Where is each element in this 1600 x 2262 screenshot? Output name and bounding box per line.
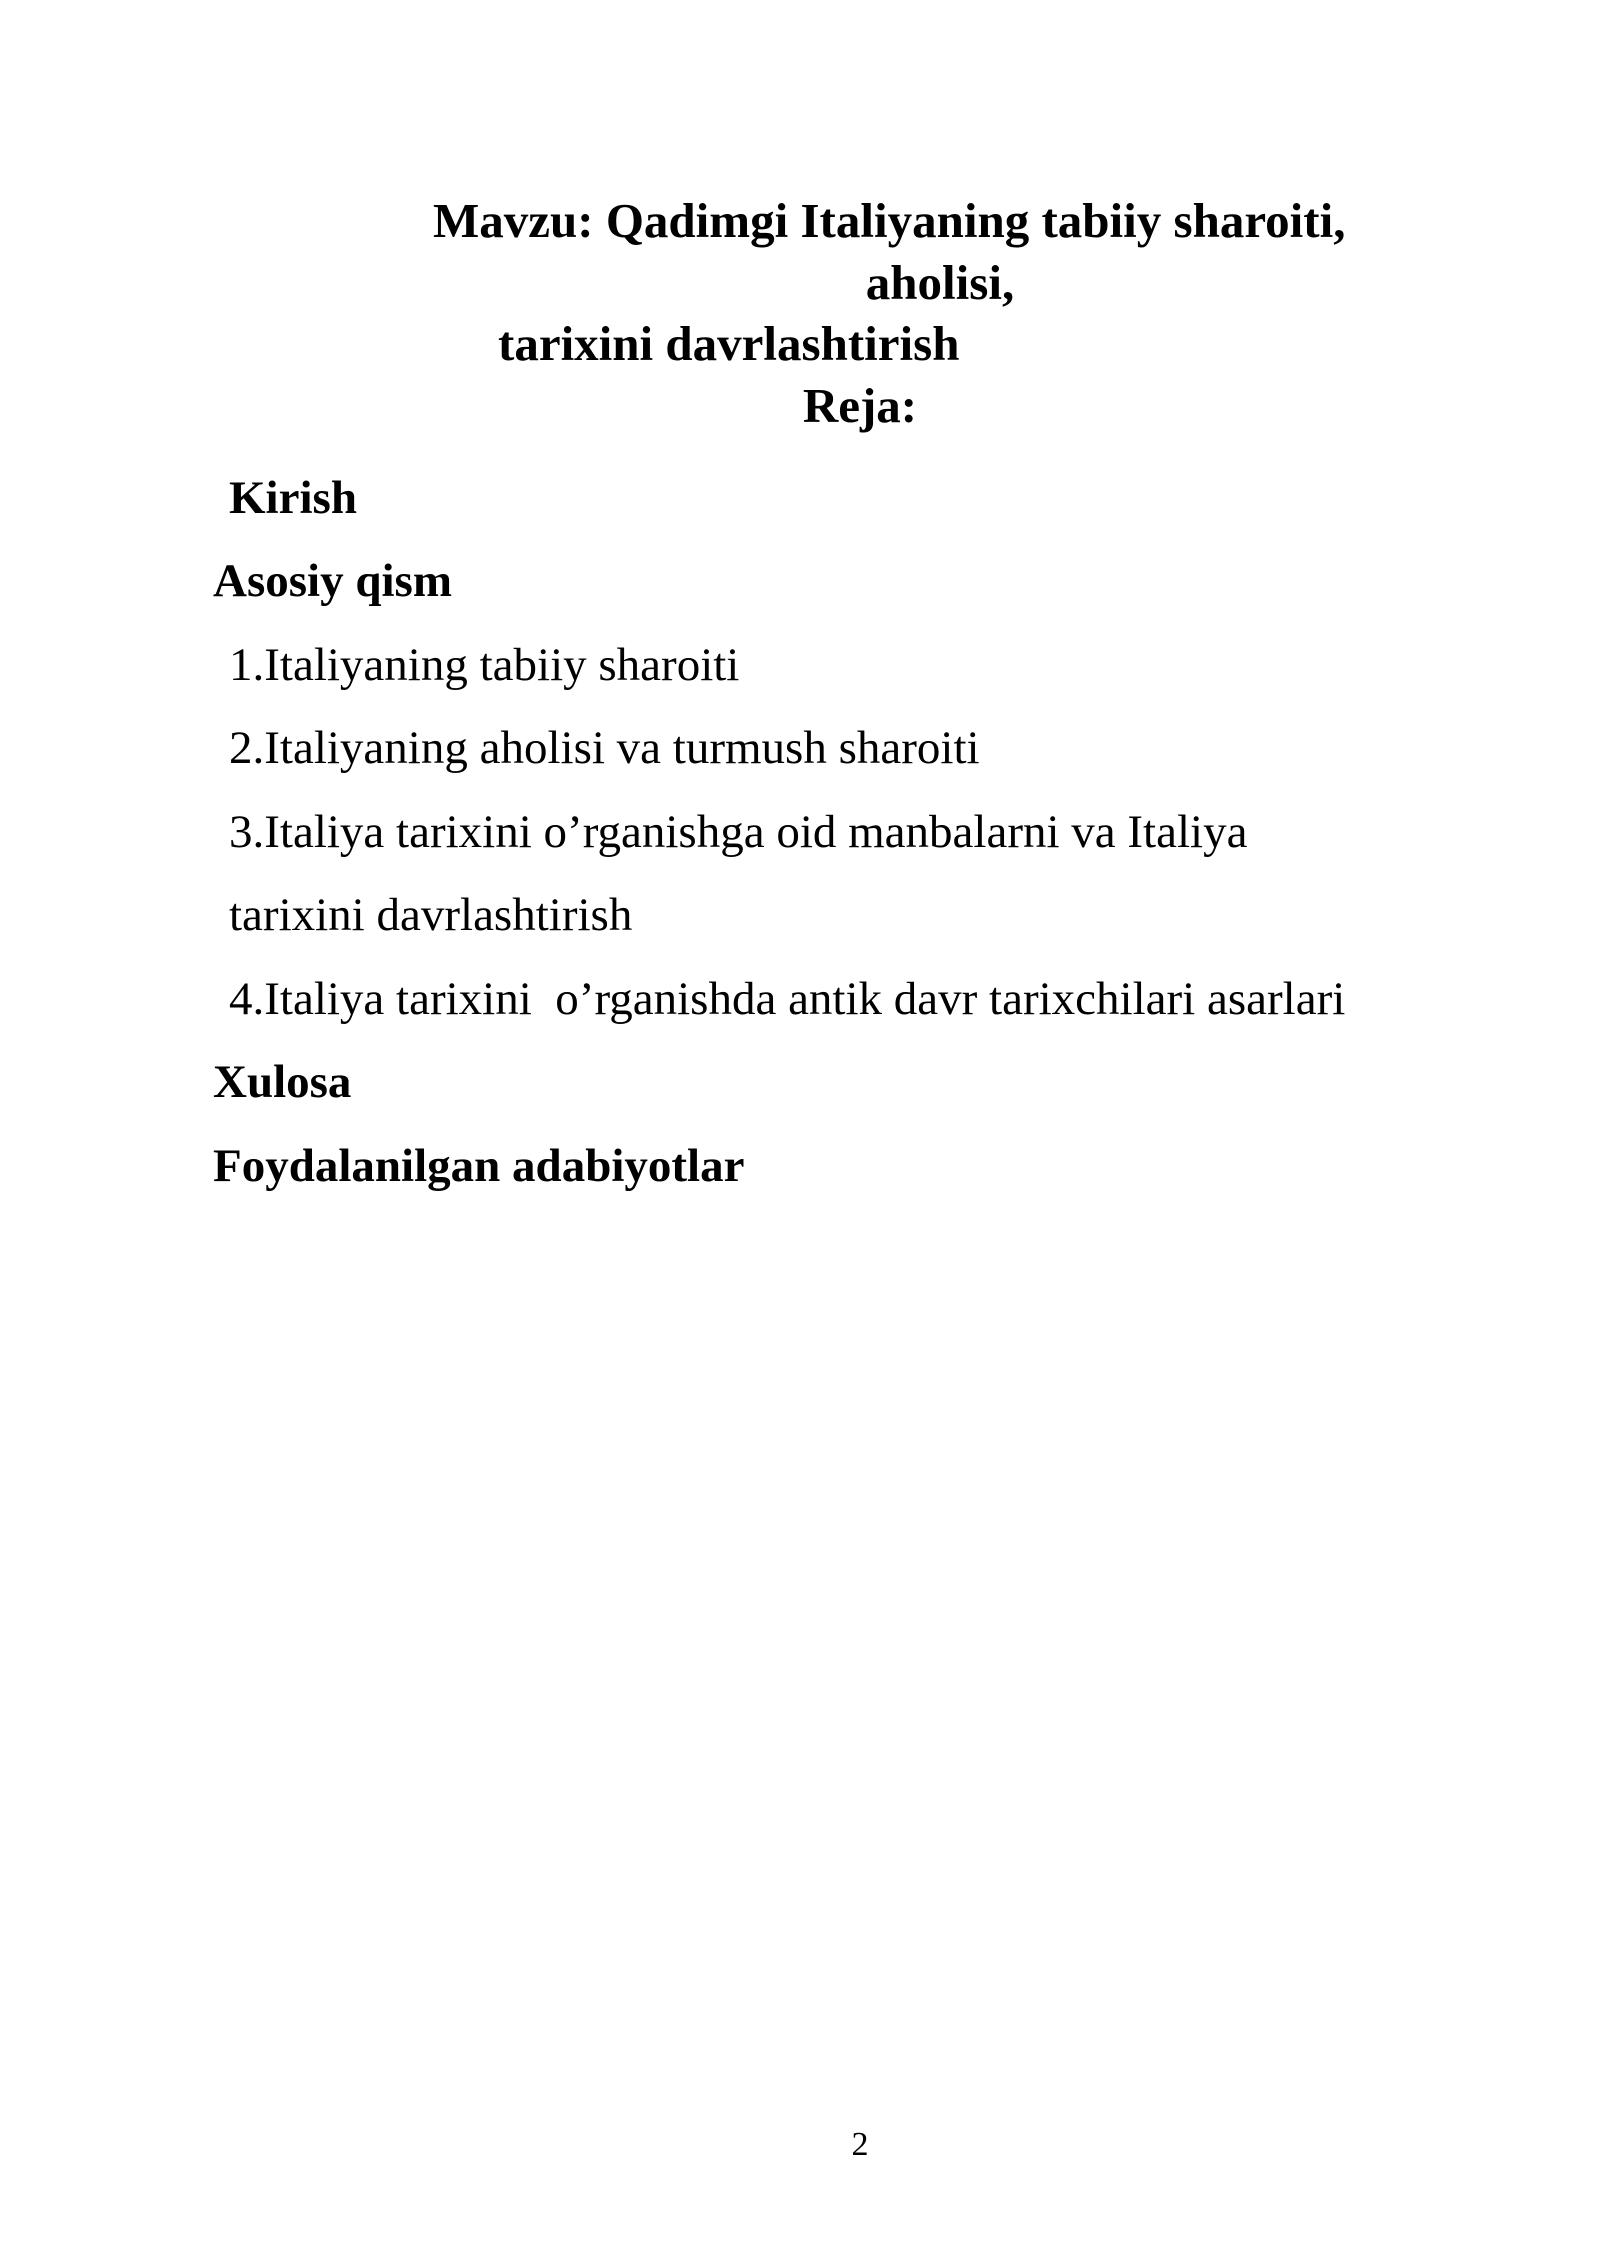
plan-item-4: 4.Italiya tarixini o’rganishda antik davr tarixchilari asarlari: [229, 973, 1346, 1025]
plan-item-1: 1.Italiyaning tabiiy sharoiti: [229, 639, 740, 691]
title-line-2: aholisi,: [865, 255, 1015, 310]
section-references: Foydalanilgan adabiyotlar: [213, 1140, 745, 1192]
plan-heading: Reja:: [802, 378, 918, 433]
title-line-1: Mavzu: Qadimgi Italiyaning tabiiy sharoiti,: [433, 193, 1346, 248]
plan-item-3-continued: tarixini davrlashtirish: [229, 889, 633, 941]
plan-item-3: 3.Italiya tarixini o’rganishga oid manbalarni va Italiya: [229, 806, 1248, 858]
section-intro: Kirish: [229, 472, 357, 524]
plan-item-2: 2.Italiyaning aholisi va turmush sharoiti: [229, 722, 980, 774]
section-conclusion: Xulosa: [213, 1056, 352, 1108]
title-line-3: tarixini davrlashtirish: [498, 316, 960, 371]
section-main-part: Asosiy qism: [213, 555, 452, 607]
page-number: 2: [851, 2126, 869, 2163]
